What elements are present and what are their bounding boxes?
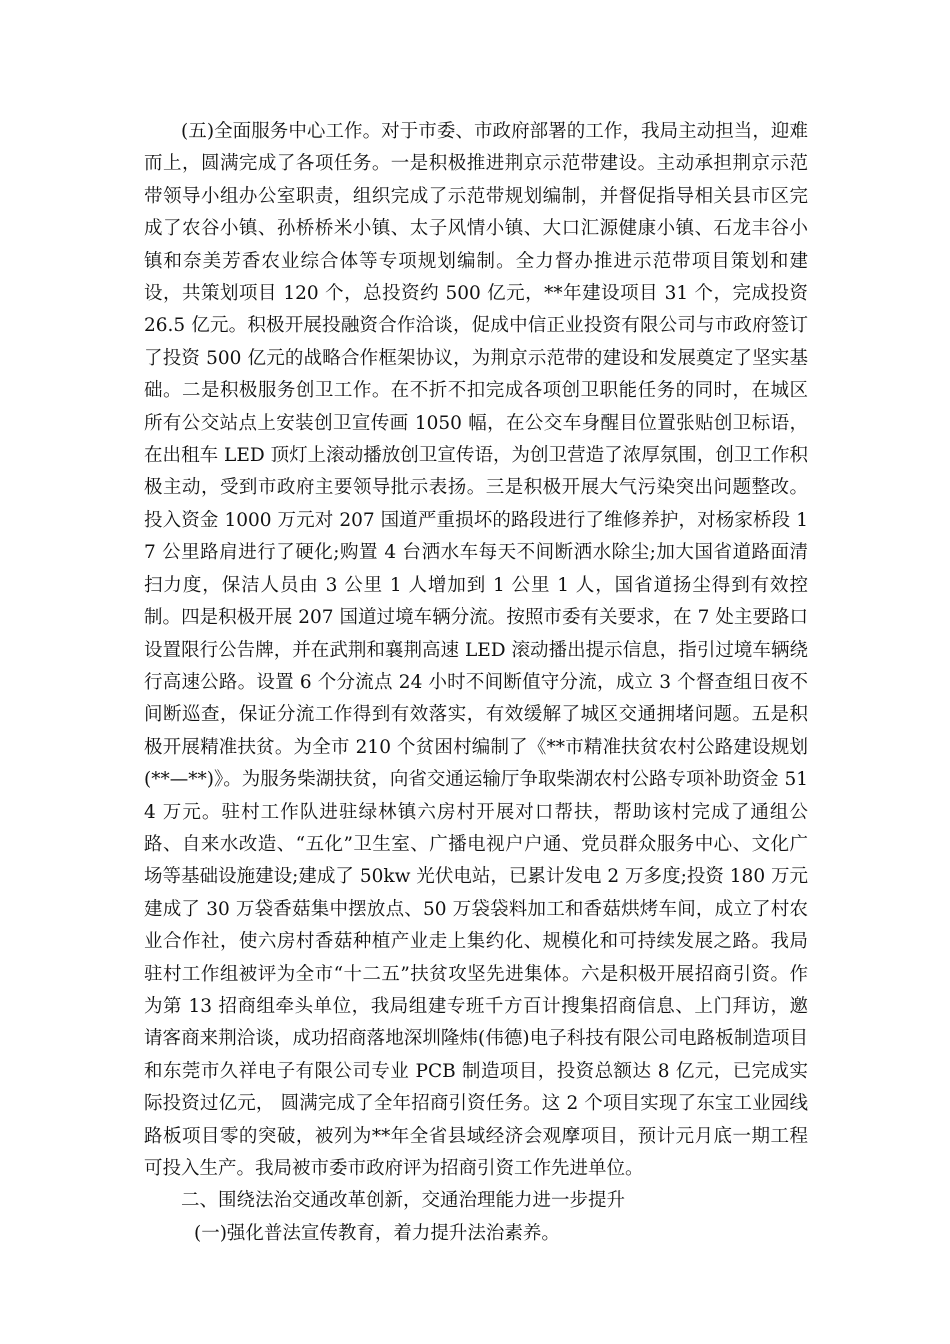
body-paragraph: (五)全面服务中心工作。对于市委、市政府部署的工作，我局主动担当，迎难而上，圆满完成了各项任务。一是积极推进荆京示范带建设。主动承担荆京示范带领导小组办公室职责，组织完成了示范带规划编制，并督促指导相关县市区完成了农谷小镇、孙桥桥米小镇、太子风情小镇、大口汇源健康小镇、石龙丰谷小镇和奈美芳香农业综合体等专项规划编制。全力督办推进示范带项目策划和建设，共策划项目 120 个，总投资约 500 亿元，**年建设项目 31 个，完成投资 26.5 亿元。积极开展投融资合作洽谈，促成中信正业投资有限公司与市政府签订了投资 500 亿元的战略合作框架协议，为荆京示范带的建设和发展奠定了坚实基础。二是积极服务创卫工作。在不折不扣完成各项创卫职能任务的同时，在城区所有公交站点上安装创卫宣传画 1050 幅，在公交车身醒目位置张贴创卫标语，在出租车 LED 顶灯上滚动播放创卫宣传语，为创卫营造了浓厚氛围，创卫工作积极主动，受到市政府主要领导批示表扬。三是积极开展大气污染突出问题整改。投入资金 1000 万元对 207 国道严重损坏的路段进行了维修养护，对杨家桥段 17 公里路肩进行了硬化;购置 4 台洒水车每天不间断洒水除尘;加大国省道路面清扫力度，保洁人员由 3 公里 1 人增加到 1 公里 1 人，国省道扬尘得到有效控制。四是积极开展 207 国道过境车辆分流。按照市委有关要求，在 7 处主要路口设置限行公告牌，并在武荆和襄荆高速 LED 滚动播出提示信息，指引过境车辆绕行高速公路。设置 6 个分流点 24 小时不间断值守分流，成立 3 个督查组日夜不间断巡查，保证分流工作得到有效落实，有效缓解了城区交通拥堵问题。五是积极开展精准扶贫。为全市 210 个贫困村编制了《**市精准扶贫农村公路建设规划(**—**)》。为服务柴湖扶贫，向省交通运输厅争取柴湖农村公路专项补助资金 514 万元。驻村工作队进驻绿林镇六房村开展对口帮扶，帮助该村完成了通组公路、自来水改造、“五化”卫生室、广播电视户户通、党员群众服务中心、文化广场等基础设施建设;建成了 50kw 光伏电站，已累计发电 2 万多度;投资 180 万元建成了 30 万袋香菇集中摆放点、50 万袋袋料加工和香菇烘烤车间，成立了村农业合作社，使六房村香菇种植产业走上集约化、规模化和可持续发展之路。我局驻村工作组被评为全市“十二五”扶贫攻坚先进集体。六是积极开展招商引资。作为第 13 招商组牵头单位，我局组建专班千方百计搜集招商信息、上门拜访，邀请客商来荆洽谈，成功招商落地深圳隆炜(伟德)电子科技有限公司电路板制造项目和东莞市久祥电子有限公司专业 PCB 制造项目，投资总额达 8 亿元，已完成实际投资过亿元， 圆满完成了全年招商引资任务。这 2 个项目实现了东宝工业园线路板项目零的突破，被列为**年全省县域经济会观摩项目，预计元月底一期工程可投入生产。我局被市委市政府评为招商引资工作先进单位。: [144, 121, 808, 1179]
section-heading: 二、围绕法治交通改革创新，交通治理能力进一步提升: [181, 1190, 626, 1212]
subsection-heading: (一)强化普法宣传教育，着力提升法治素养。: [194, 1222, 560, 1244]
document-body: [144, 116, 808, 1250]
